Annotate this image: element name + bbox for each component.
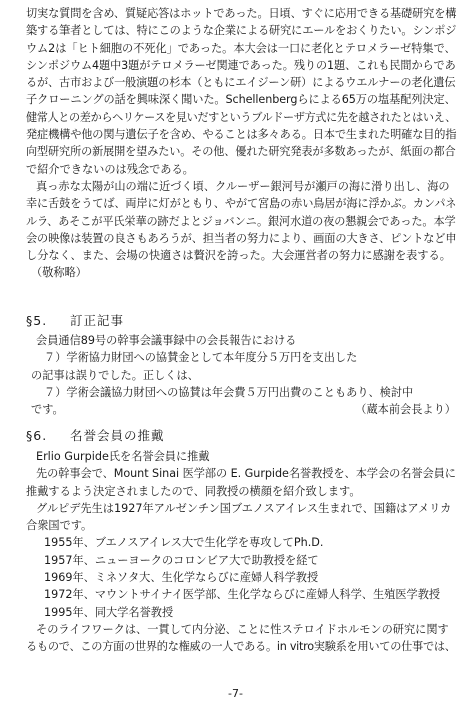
text-line: 子クローニングの話を興味深く聞いた。Schellenbergらによる65万の塩基配列決定、 [26,93,456,107]
text-line: で紹介できないのは残念である。 [26,162,194,176]
text-line: 幸に舌鼓をうてば、両岸に灯がともり、やがて宮島の赤い鳥居が海に浮かぶ。カンパネ [26,197,457,211]
section-correction [26,312,456,329]
symposium-report [26,5,456,282]
honorary-member-body [26,448,456,656]
text-line: 向型研究所の新展開を望みたい。その他、優れた研究発表が多数あったが、紙面の都合 [26,145,456,159]
section-title: 名誉会員の推戴 [70,428,165,443]
section-honorary-member [26,427,456,444]
text-line: ７）学術会議協力財団への協賛は年会費５万円出費のこともあり、検討中 [44,385,414,399]
text-line: ルラ、あそこが平氏栄華の跡だよとジョバンニ。銀河水道の夜の懇親会であった。本学 [26,214,456,228]
text-line: るが、古市および一般演題の杉本（ともにエイジーン研）によるウエルナーの老化遺伝 [26,76,456,90]
attribution: （蔵本前会長より） [355,403,456,417]
text-line: 会の映像は装置の良さもあろうが、担当者の努力により、画面の大きさ、ピントなど申 [26,231,457,245]
text-line: 発症機構や他の関与遺伝子を含め、やることは多々ある。日本で生まれた明確な目的指 [26,128,457,142]
section-number: §5. [26,313,48,328]
subtitle: Erlio Gurpide氏を名誉会員に推戴 [36,450,210,463]
text-line: グルピデ先生は1927年アルゼンチン国ブエノスアイレス生まれで、国籍はアメリカ [36,501,452,515]
text-line: るもので、この方面の世界的な権威の一人である。in vitro実験系を用いての仕事では、 [26,640,456,654]
career-item: 1957年、ニューヨークのコロンビア大で助教授を経て [44,553,319,567]
text-line: 合衆国です。 [26,519,93,533]
signature: （敬称略） [31,266,87,280]
text-line: シンポジウム4題中3題がテロメラーゼ関連であった。残りの1題、これも民間からであ [26,58,456,72]
text-line: 推戴するよう決定されましたので、同教授の横顔を紹介致します。 [26,484,361,498]
career-item: 1969年、ミネソタ大、生化学ならびに産婦人科学教授 [44,571,319,585]
correction-body [26,332,456,418]
career-item: 1972年、マウントサイナイ医学部、生化学ならびに産婦人科学、生殖医学教授 [44,588,441,602]
text-line: し分なく、また、会場の快適さは贅沢を誇った。大会運営者の努力に感謝を表する。 [26,249,451,263]
section-heading [26,312,456,329]
text-line: の記事は誤りでした。正しくは、 [31,368,199,382]
career-item: 1995年、同大学名誉教授 [44,605,174,619]
text-line: ７）学術協力財団への協賛金として本年度分５万円を支出した [44,351,358,365]
section-title: 訂正記事 [70,313,125,328]
section-number: §6. [26,428,48,443]
text-line: 切実な質問を含め、質疑応答はホットであった。日頃、すぐに応用できる基礎研究を構 [26,7,457,20]
text-line: 築する筆者としては、特にこのような企業による研究にエールをおくりたい。シンポジ [26,24,457,38]
text-line: です。 [31,403,64,417]
career-item: 1955年、ブエノスアイレス大で生化学を専攻してPh.D. [44,536,324,550]
text-line: そのライフワークは、一貫して内分泌、ことに性ステロイドホルモンの研究に関す [36,622,449,636]
page-number: -7- [228,687,243,700]
section-heading [26,427,456,444]
text-line: 真っ赤な太陽が山の端に近づく頃、クルーザー銀河号が瀬戸の海に滑り出し、海の [36,179,450,193]
text-line: ウム2は「ヒト細胞の不死化」であった。本大会は一口に老化とテロメラーゼ特集で、 [26,41,456,55]
text-line: 会員通信89号の幹事会議事録中の会長報告における [36,334,297,347]
text-line: 先の幹事会で、Mount Sinai 医学部の E. Gurpide名誉教授を、本学会の名誉会員に [36,467,456,481]
text-line: 健常人との差からヘリケースを見いだすというブルドーザ方式に先を越されたとはいえ、 [26,110,456,124]
